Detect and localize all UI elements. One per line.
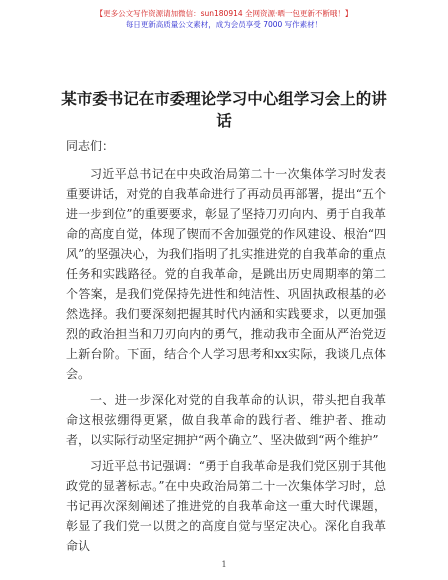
header-banner: [0, 8, 448, 30]
promo-line-2: 每日更新高质量公文素材，成为会员享受 7000 写作素材！: [125, 20, 323, 29]
page-number: 1: [221, 560, 227, 569]
paragraph-1: 习近平总书记在中央政治局第二十一次集体学习时发表重要讲话，对党的自我革命进行了再动员再部署，提出“五个进一步到位”的重要要求，彰显了坚持刀刃向内、勇于自我革命的高度自觉，体现了锲而不舍加强党的作风建设、根治“四风”的坚强决心，为我们指明了扎实推进党的自我革命的重点任务和实践路径。党的自我革命，是跳出历史周期率的第二个答案，是我们党保持先进性和纯洁性、巩固执政根基的必然选择。我们要深刻把握其时代内涵和实践要求，以更加强烈的政治担当和刀刃向内的勇气，推动我市全面从严治党迈上新台阶。下面，结合个人学习思考和xx实际，我谈几点体会。: [66, 167, 386, 381]
paragraph-3: 习近平总书记强调：“勇于自我革命是我们党区别于其他政党的显著标志。”在中央政治局第二十一次集体学习时，总书记再次深刻阐述了推进党的自我革命这一重大时代课题，彰显了我们党一以贯之的高度自觉与坚定决心。深化自我革命认: [66, 459, 386, 553]
promo-line-1: 【更多公文写作资源请加微信：sun180914 全网资源·晒一包更新不断哦！】: [95, 9, 353, 18]
document-body: [66, 136, 386, 562]
greeting: 同志们：: [66, 139, 115, 153]
document-title: 某市委书记在市委理论学习中心组学习会上的讲话: [61, 90, 387, 130]
paragraph-2: 一、进一步深化对党的自我革命的认识，带头把自我革命这根弦绷得更紧，做自我革命的践行者、维护者、推动者，以实际行动坚定拥护“两个确立”、坚决做到“两个维护”: [66, 393, 386, 447]
